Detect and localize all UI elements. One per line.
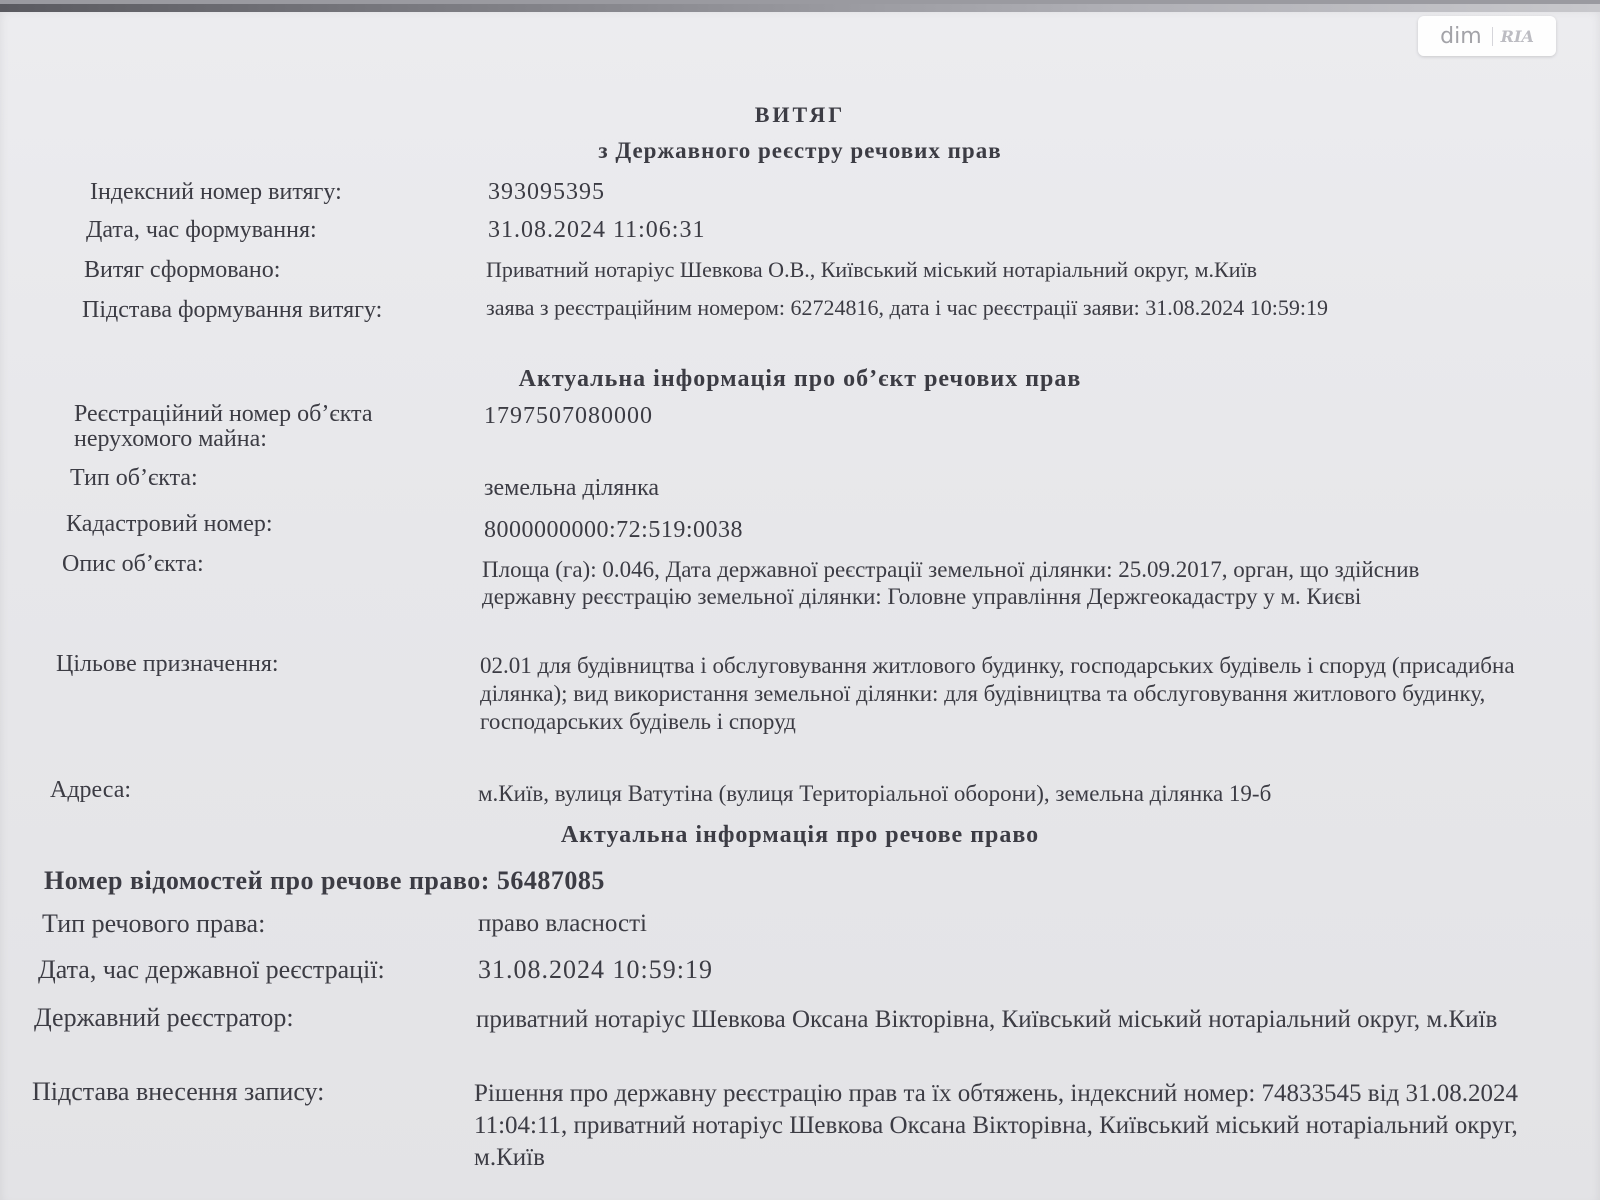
document-title: ВИТЯГ bbox=[754, 102, 846, 127]
field-label: Індексний номер витягу: bbox=[90, 179, 342, 205]
section-heading-object: Актуальна інформація про об’єкт речових прав bbox=[518, 366, 1082, 392]
field-value: 393095395 bbox=[488, 179, 605, 205]
field-label: Дата, час формування: bbox=[86, 217, 317, 243]
field-value: 31.08.2024 10:59:19 bbox=[478, 955, 713, 984]
field-value: земельна ділянка bbox=[484, 475, 660, 501]
field-value: Рішення про державну реєстрацію прав та їх обтяжень, індексний номер: 74833545 від 31.08.2024 11:04:11, приватний нотаріус Шевкова Оксана Вікторівна, Київський міський нотаріальний округ, м.Київ bbox=[474, 1080, 1519, 1171]
field-label: Державний реєстратор: bbox=[34, 1003, 294, 1032]
field-label: Тип об’єкта: bbox=[70, 465, 198, 491]
field-label: Адреса: bbox=[50, 777, 132, 803]
field-label: Реєстраційний номер об’єкта нерухомого майна: bbox=[74, 401, 373, 452]
field-value: м.Київ, вулиця Ватутіна (вулиця Територіальної оборони), земельна ділянка 19-б bbox=[478, 781, 1272, 806]
field-label: Тип речового права: bbox=[42, 909, 266, 938]
field-value: заява з реєстраційним номером: 62724816, дата і час реєстрації заяви: 31.08.2024 10:59:19 bbox=[486, 295, 1328, 320]
field-value: 8000000000:72:519:0038 bbox=[484, 517, 744, 543]
field-value: право власності bbox=[478, 910, 647, 937]
field-label: Підстава внесення запису: bbox=[32, 1077, 325, 1106]
field-label: Кадастровий номер: bbox=[66, 511, 273, 537]
document-page bbox=[0, 4, 1600, 1200]
page-top-edge bbox=[0, 4, 1600, 12]
field-value: 1797507080000 bbox=[484, 403, 653, 429]
watermark-mark: RIA bbox=[1492, 27, 1534, 46]
dimria-watermark bbox=[1418, 16, 1556, 56]
field-value: 02.01 для будівництва і обслуговування житлового будинку, господарських будівель і споруд (присадибна ділянка); вид використання земельної ділянки: для будівництва та обслуговування житлового будинку, господарських будівель і споруд bbox=[480, 653, 1515, 734]
field-value: Приватний нотаріус Шевкова О.В., Київський міський нотаріальний округ, м.Київ bbox=[486, 257, 1257, 282]
document-subtitle: з Державного реєстру речових прав bbox=[598, 138, 1002, 163]
field-value: Площа (га): 0.046, Дата державної реєстрації земельної ділянки: 25.09.2017, орган, що здійснив державну реєстрацію земельної ділянки: Головне управління Держгеокадастру у м. Києві bbox=[482, 557, 1420, 609]
rights-number: Номер відомостей про речове право: 56487085 bbox=[44, 866, 605, 895]
field-value: 31.08.2024 11:06:31 bbox=[488, 217, 706, 243]
watermark-brand: dim bbox=[1440, 23, 1482, 49]
field-label: Витяг сформовано: bbox=[84, 257, 281, 283]
field-label: Цільове призначення: bbox=[56, 651, 279, 677]
field-label: Підстава формування витягу: bbox=[82, 297, 383, 323]
field-value: приватний нотаріус Шевкова Оксана Вікторівна, Київський міський нотаріальний округ, м.Київ bbox=[476, 1006, 1498, 1033]
field-label: Дата, час державної реєстрації: bbox=[38, 955, 385, 984]
section-heading-right: Актуальна інформація про речове право bbox=[560, 822, 1040, 848]
field-label: Опис об’єкта: bbox=[62, 551, 204, 577]
